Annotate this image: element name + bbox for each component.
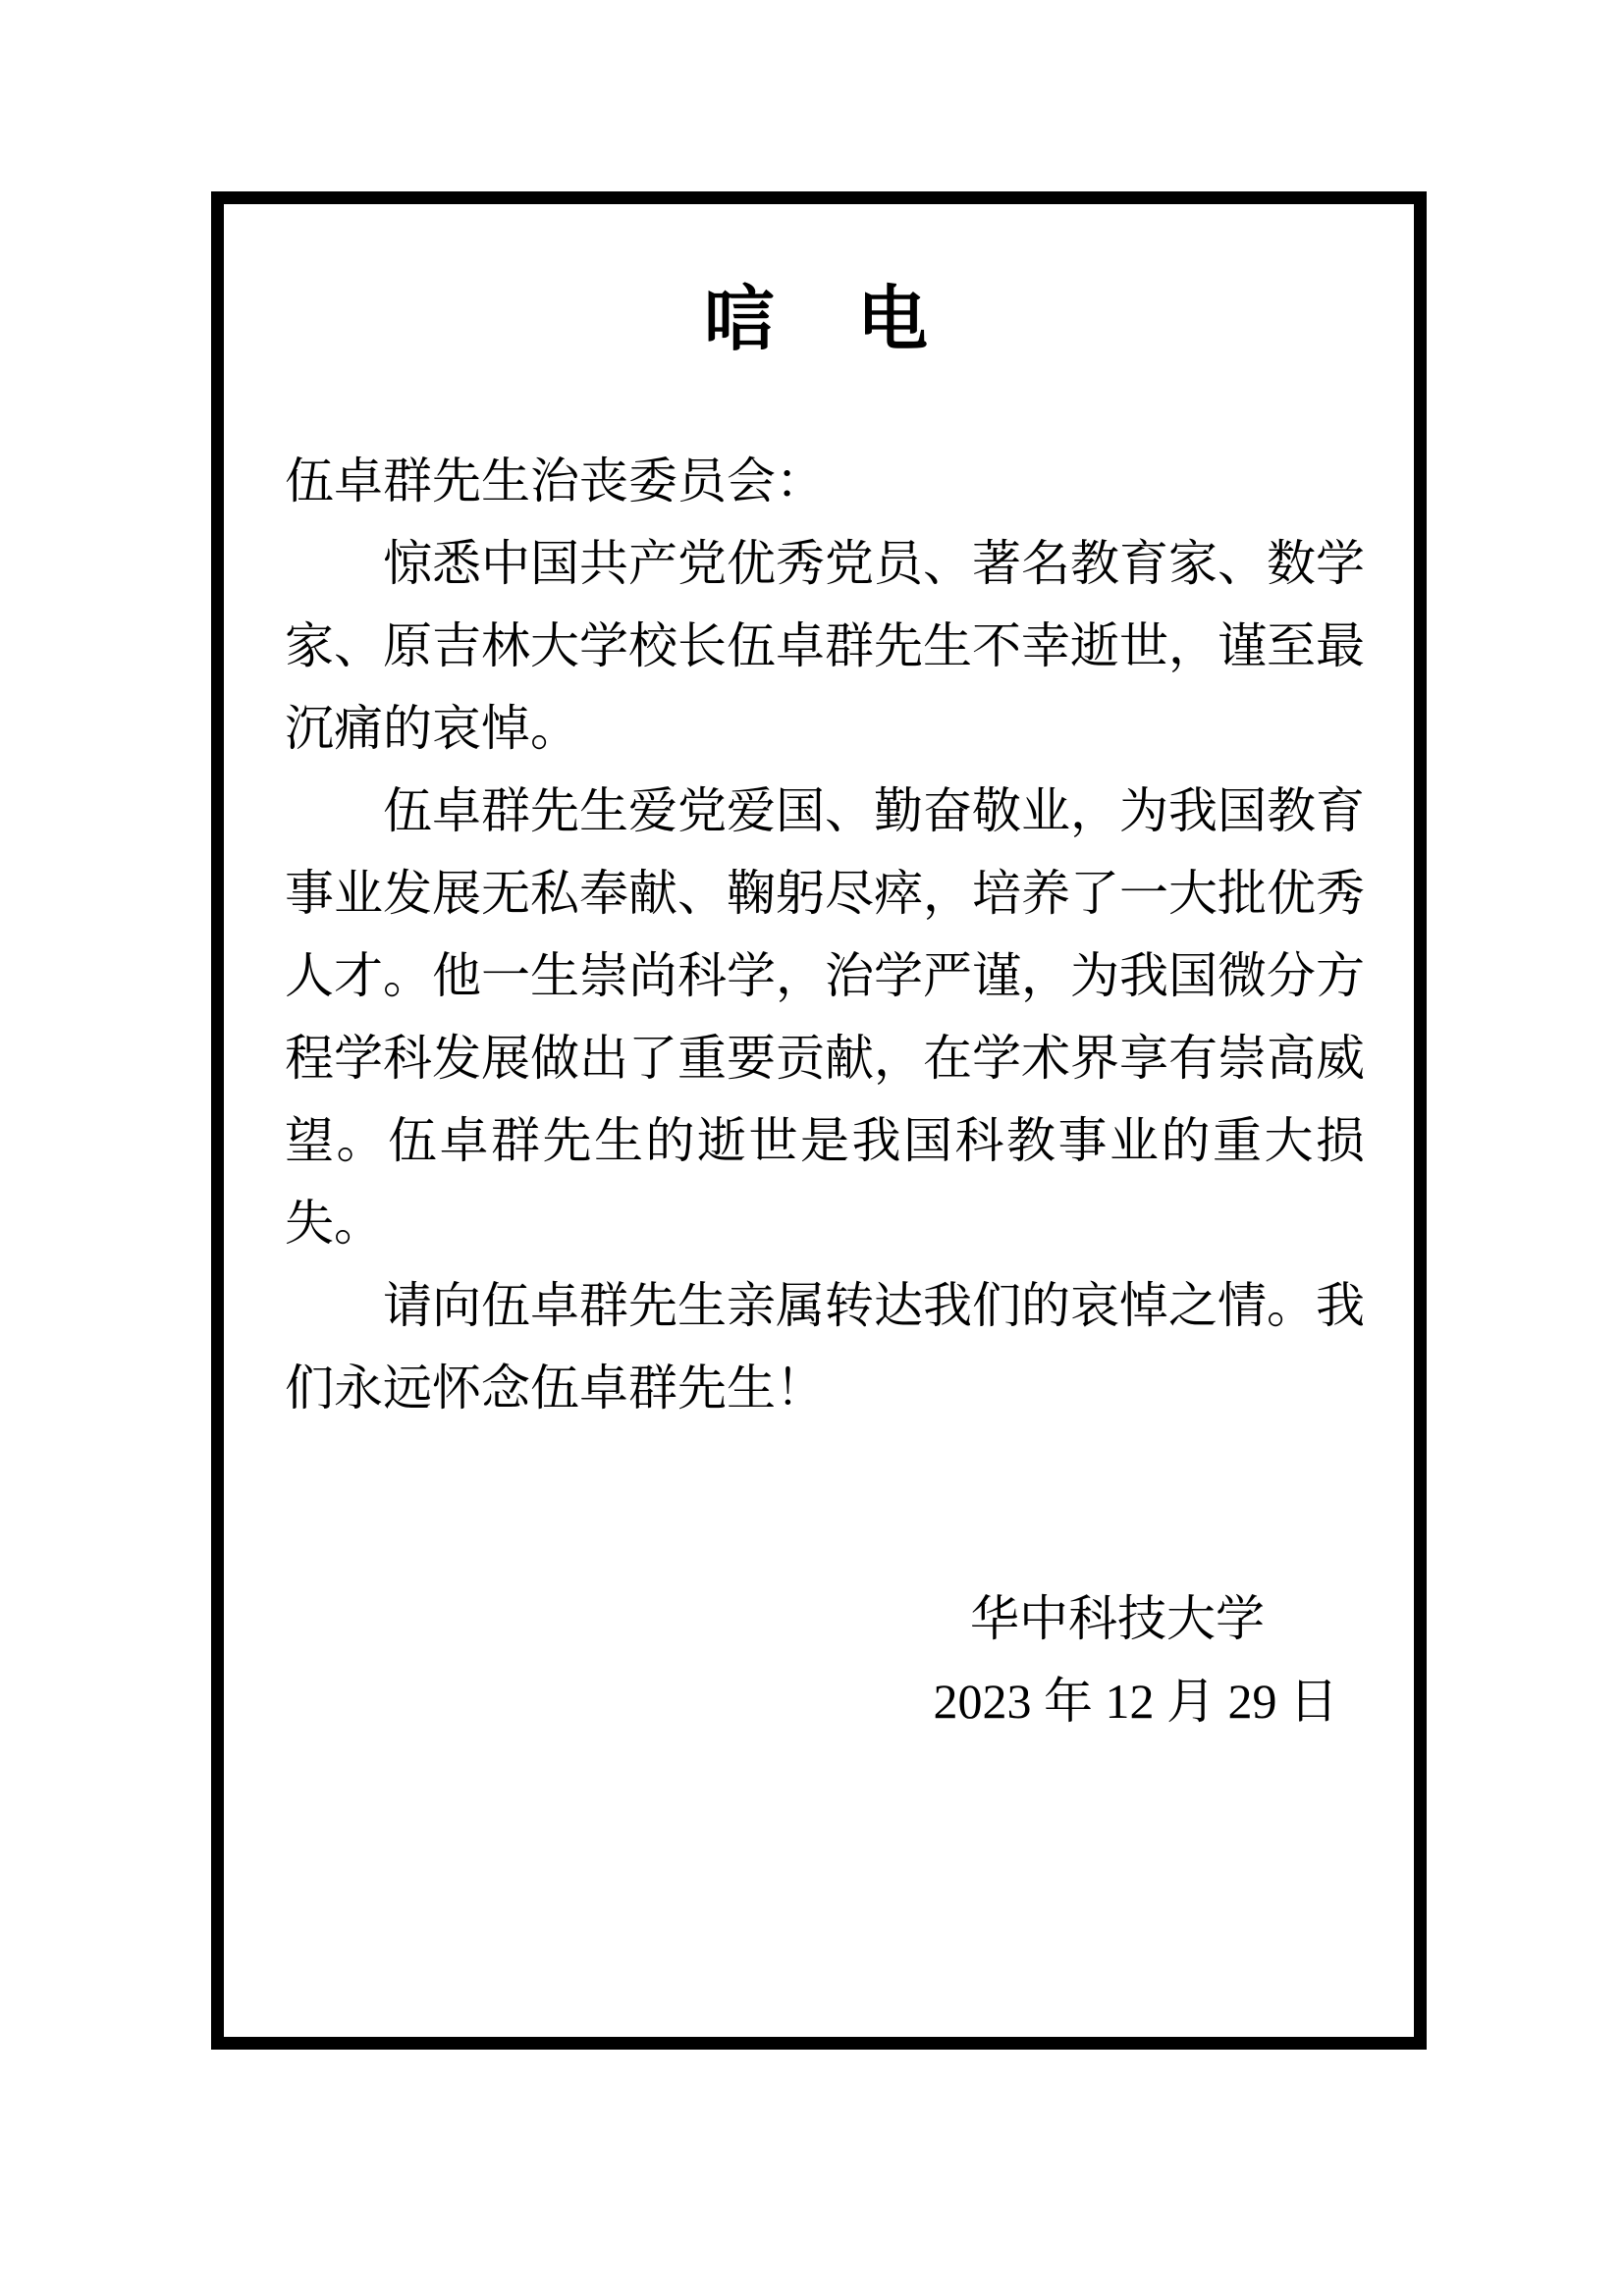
body-line: 们永远怀念伍卓群先生！ [285, 1361, 825, 1415]
body-line: 请向伍卓群先生亲属转达我们的哀悼之情。我 [383, 1278, 1365, 1333]
body-line: 失。 [285, 1196, 383, 1251]
body-line: 沉痛的哀悼。 [285, 701, 579, 756]
signature-date: 2023 年 12 月 29 日 [933, 1674, 1338, 1729]
body-line: 程学科发展做出了重要贡献，在学术界享有崇高威 [285, 1031, 1365, 1086]
document-body [285, 440, 1365, 1429]
salutation-line: 伍卓群先生治丧委员会： [285, 454, 825, 508]
document-title: 唁 电 [703, 281, 934, 359]
signature-organization: 华中科技大学 [970, 1591, 1265, 1646]
body-line: 家、原吉林大学校长伍卓群先生不幸逝世，谨至最 [285, 618, 1365, 673]
body-line: 事业发展无私奉献、鞠躬尽瘁，培养了一大批优秀 [285, 866, 1365, 921]
signature-block [285, 1577, 1365, 1742]
body-line: 惊悉中国共产党优秀党员、著名教育家、数学 [383, 536, 1365, 591]
body-line: 伍卓群先生爱党爱国、勤奋敬业，为我国教育 [383, 783, 1365, 838]
body-line: 望。伍卓群先生的逝世是我国科教事业的重大损 [285, 1113, 1365, 1168]
document-border-frame [211, 191, 1427, 2050]
body-line: 人才。他一生崇尚科学，治学严谨，为我国微分方 [285, 948, 1365, 1003]
